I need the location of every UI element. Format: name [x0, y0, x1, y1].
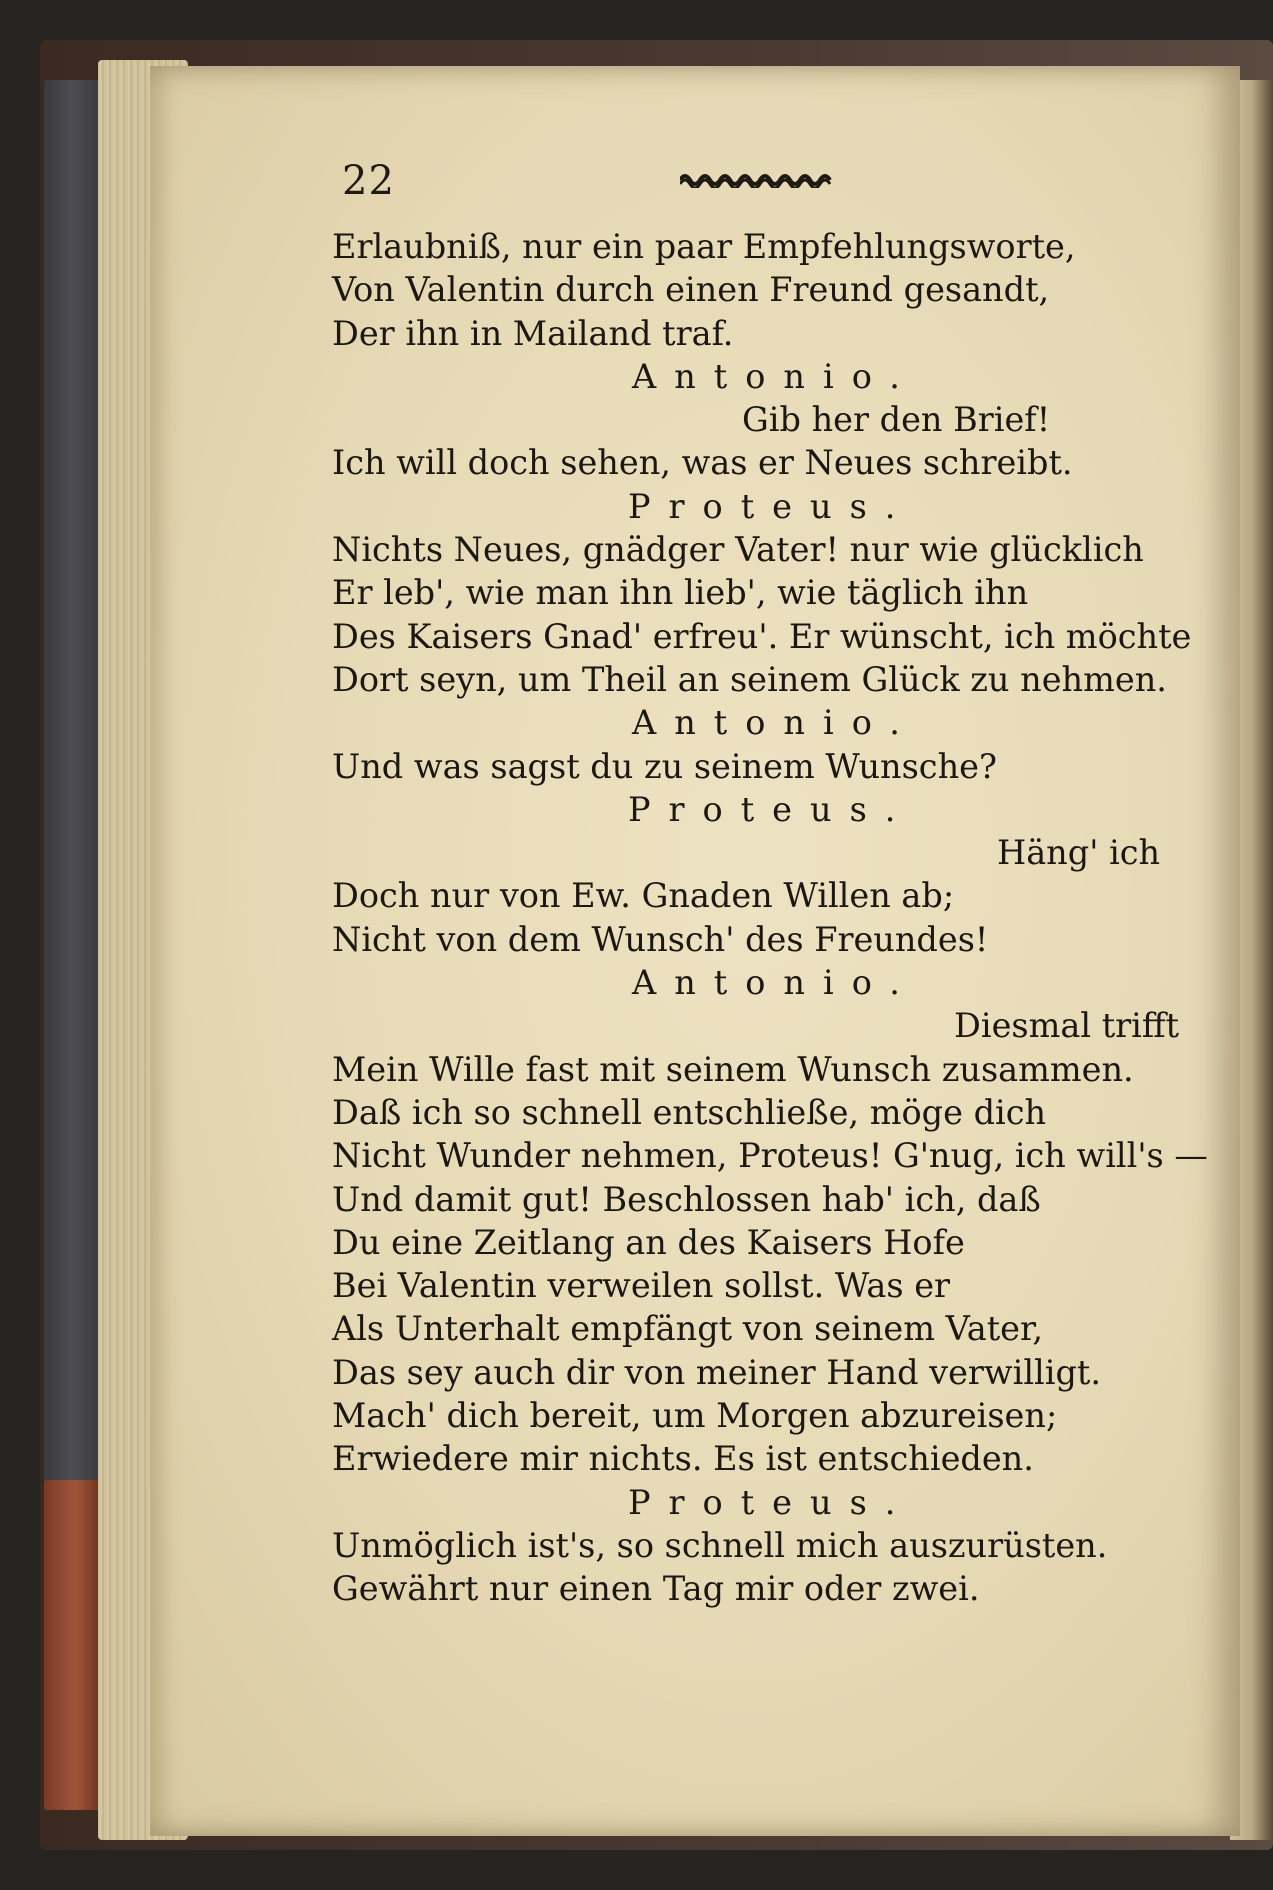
speaker-name: Proteus.	[628, 486, 914, 526]
text-line: Mein Wille fast mit seinem Wunsch zusammen.	[332, 1049, 1134, 1089]
page-number: 22	[342, 158, 395, 204]
poem-text	[332, 225, 1208, 1611]
wave-ornament	[680, 172, 835, 188]
text-line: Er leb', wie man ihn lieb', wie täglich ihn	[332, 573, 1029, 613]
text-line: Als Unterhalt empfängt von seinem Vater,	[332, 1309, 1043, 1349]
cover-binding-grey	[44, 80, 100, 1500]
text-line: Nicht von dem Wunsch' des Freundes!	[332, 919, 989, 959]
text-line: Der ihn in Mailand traf.	[332, 313, 734, 353]
text-line: Mach' dich bereit, um Morgen abzureisen;	[332, 1396, 1058, 1436]
speaker-name: Proteus.	[628, 1482, 914, 1522]
text-line: Nicht Wunder nehmen, Proteus! G'nug, ich will's —	[332, 1136, 1208, 1176]
speaker-name: Antonio.	[632, 356, 918, 396]
text-line: Häng' ich	[997, 833, 1161, 873]
speaker-name: Antonio.	[632, 963, 918, 1003]
text-line: Nichts Neues, gnädger Vater! nur wie glücklich	[332, 530, 1144, 570]
text-line: Daß ich so schnell entschließe, möge dich	[332, 1092, 1047, 1132]
text-line: Gewährt nur einen Tag mir oder zwei.	[332, 1569, 980, 1609]
text-line: Das sey auch dir von meiner Hand verwilligt.	[332, 1352, 1102, 1392]
text-line: Diesmal trifft	[954, 1006, 1180, 1046]
text-line: Bei Valentin verweilen sollst. Was er	[332, 1266, 951, 1306]
text-line: Dort seyn, um Theil an seinem Glück zu nehmen.	[332, 659, 1167, 699]
text-line: Du eine Zeitlang an des Kaisers Hofe	[332, 1222, 965, 1262]
text-line: Von Valentin durch einen Freund gesandt,	[332, 270, 1050, 310]
text-line: Ich will doch sehen, was er Neues schreibt.	[332, 443, 1073, 483]
text-line: Und damit gut! Beschlossen hab' ich, daß	[332, 1179, 1041, 1219]
speaker-name: Antonio.	[632, 703, 918, 743]
speaker-name: Proteus.	[628, 789, 914, 829]
text-line: Erlaubniß, nur ein paar Empfehlungsworte,	[332, 227, 1076, 266]
cover-binding-leather	[44, 1480, 100, 1810]
text-line: Unmöglich ist's, so schnell mich auszurüsten.	[332, 1525, 1108, 1565]
text-line: Erwiedere mir nichts. Es ist entschieden.	[332, 1439, 1034, 1479]
text-line: Doch nur von Ew. Gnaden Willen ab;	[332, 876, 955, 916]
text-line: Gib her den Brief!	[742, 400, 1051, 440]
text-line: Des Kaisers Gnad' erfreu'. Er wünscht, ich möchte	[332, 616, 1192, 656]
text-line: Und was sagst du zu seinem Wunsche?	[332, 746, 997, 786]
